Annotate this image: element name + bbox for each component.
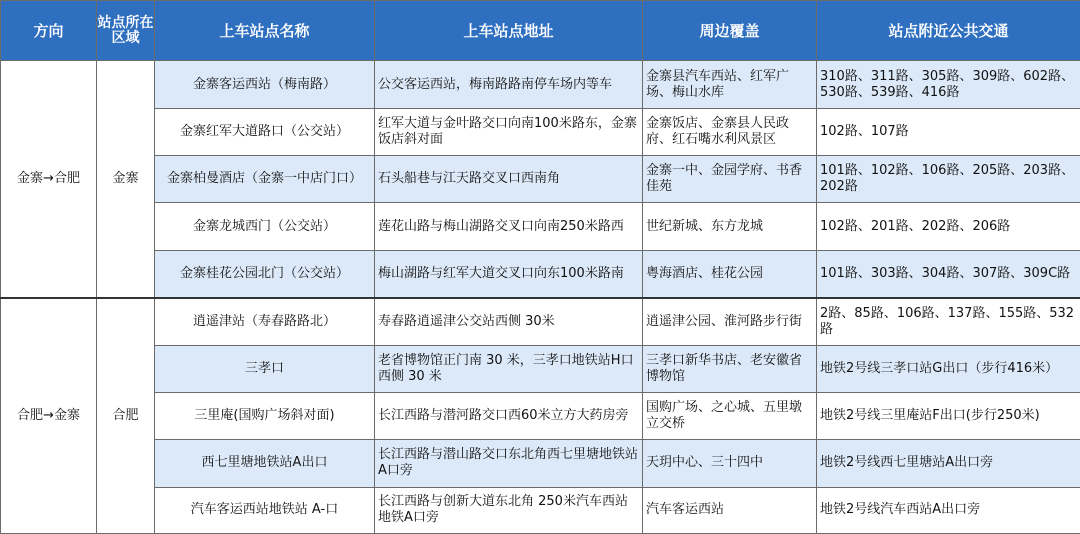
stop-name: 金寨龙城西门（公交站） (155, 203, 375, 250)
stop-address: 长江西路与创新大道东北角 250米汽车西站地铁A口旁 (375, 487, 643, 533)
transit-cell: 地铁2号线三里庵站F出口(步行250米) (817, 392, 1080, 439)
header-stop-name: 上车站点名称 (155, 1, 375, 61)
table-row (1, 487, 1080, 533)
transit-cell: 2路、85路、106路、137路、155路、532路 (817, 298, 1080, 345)
direction-cell: 合肥→金寨 (1, 298, 97, 534)
stop-address: 石头船巷与江天路交叉口西南角 (375, 156, 643, 203)
table-row (1, 298, 1080, 345)
transit-cell: 102路、107路 (817, 108, 1080, 155)
direction-cell: 金寨→合肥 (1, 61, 97, 298)
table-row (1, 108, 1080, 155)
table-row (1, 392, 1080, 439)
stop-name: 三里庵(国购广场斜对面) (155, 392, 375, 439)
table-row (1, 156, 1080, 203)
nearby-cell: 世纪新城、东方龙城 (643, 203, 817, 250)
transit-cell: 101路、102路、106路、205路、203路、202路 (817, 156, 1080, 203)
stop-name: 汽车客运西站地铁站 A-口 (155, 487, 375, 533)
stop-name: 金寨红军大道路口（公交站） (155, 108, 375, 155)
header-row (1, 1, 1080, 61)
nearby-cell: 国购广场、之心城、五里墩立交桥 (643, 392, 817, 439)
nearby-cell: 天玥中心、三十四中 (643, 440, 817, 487)
table-row (1, 203, 1080, 250)
transit-cell: 101路、303路、304路、307路、309C路 (817, 250, 1080, 297)
header-nearby: 周边覆盖 (643, 1, 817, 61)
stop-address: 寿春路逍遥津公交站西侧 30米 (375, 298, 643, 345)
header-region: 站点所在区域 (97, 1, 155, 61)
stop-address: 红军大道与金叶路交口向南100米路东，金寨饭店斜对面 (375, 108, 643, 155)
nearby-cell: 金寨一中、金园学府、书香佳苑 (643, 156, 817, 203)
stop-name: 西七里塘地铁站A出口 (155, 440, 375, 487)
table-row (1, 250, 1080, 297)
table-row (1, 61, 1080, 108)
nearby-cell: 三孝口新华书店、老安徽省博物馆 (643, 345, 817, 392)
stop-name: 金寨柏曼酒店（金寨一中店门口） (155, 156, 375, 203)
stop-address: 梅山湖路与红军大道交叉口向东100米路南 (375, 250, 643, 297)
stop-address: 老省博物馆正门南 30 米，三孝口地铁站H口西侧 30 米 (375, 345, 643, 392)
nearby-cell: 金寨饭店、金寨县人民政府、红石嘴水利风景区 (643, 108, 817, 155)
transit-cell: 310路、311路、305路、309路、602路、530路、539路、416路 (817, 61, 1080, 108)
transit-cell: 地铁2号线汽车西站A出口旁 (817, 487, 1080, 533)
table-row (1, 440, 1080, 487)
nearby-cell: 金寨县汽车西站、红军广场、梅山水库 (643, 61, 817, 108)
stop-name: 逍遥津站（寿春路路北） (155, 298, 375, 345)
header-direction: 方向 (1, 1, 97, 61)
stop-address: 莲花山路与梅山湖路交叉口向南250米路西 (375, 203, 643, 250)
stop-address: 公交客运西站，梅南路路南停车场内等车 (375, 61, 643, 108)
nearby-cell: 粤海酒店、桂花公园 (643, 250, 817, 297)
transit-cell: 地铁2号线西七里塘站A出口旁 (817, 440, 1080, 487)
nearby-cell: 逍遥津公园、淮河路步行街 (643, 298, 817, 345)
nearby-cell: 汽车客运西站 (643, 487, 817, 533)
stop-name: 金寨桂花公园北门（公交站） (155, 250, 375, 297)
region-cell: 合肥 (97, 298, 155, 534)
header-transit: 站点附近公共交通 (817, 1, 1080, 61)
stop-address: 长江西路与潜河路交口西60米立方大药房旁 (375, 392, 643, 439)
header-stop-address: 上车站点地址 (375, 1, 643, 61)
transit-cell: 地铁2号线三孝口站G出口（步行416米） (817, 345, 1080, 392)
transit-cell: 102路、201路、202路、206路 (817, 203, 1080, 250)
stop-name: 三孝口 (155, 345, 375, 392)
table-row (1, 345, 1080, 392)
stop-name: 金寨客运西站（梅南路） (155, 61, 375, 108)
region-cell: 金寨 (97, 61, 155, 298)
stop-address: 长江西路与潜山路交口东北角西七里塘地铁站A口旁 (375, 440, 643, 487)
